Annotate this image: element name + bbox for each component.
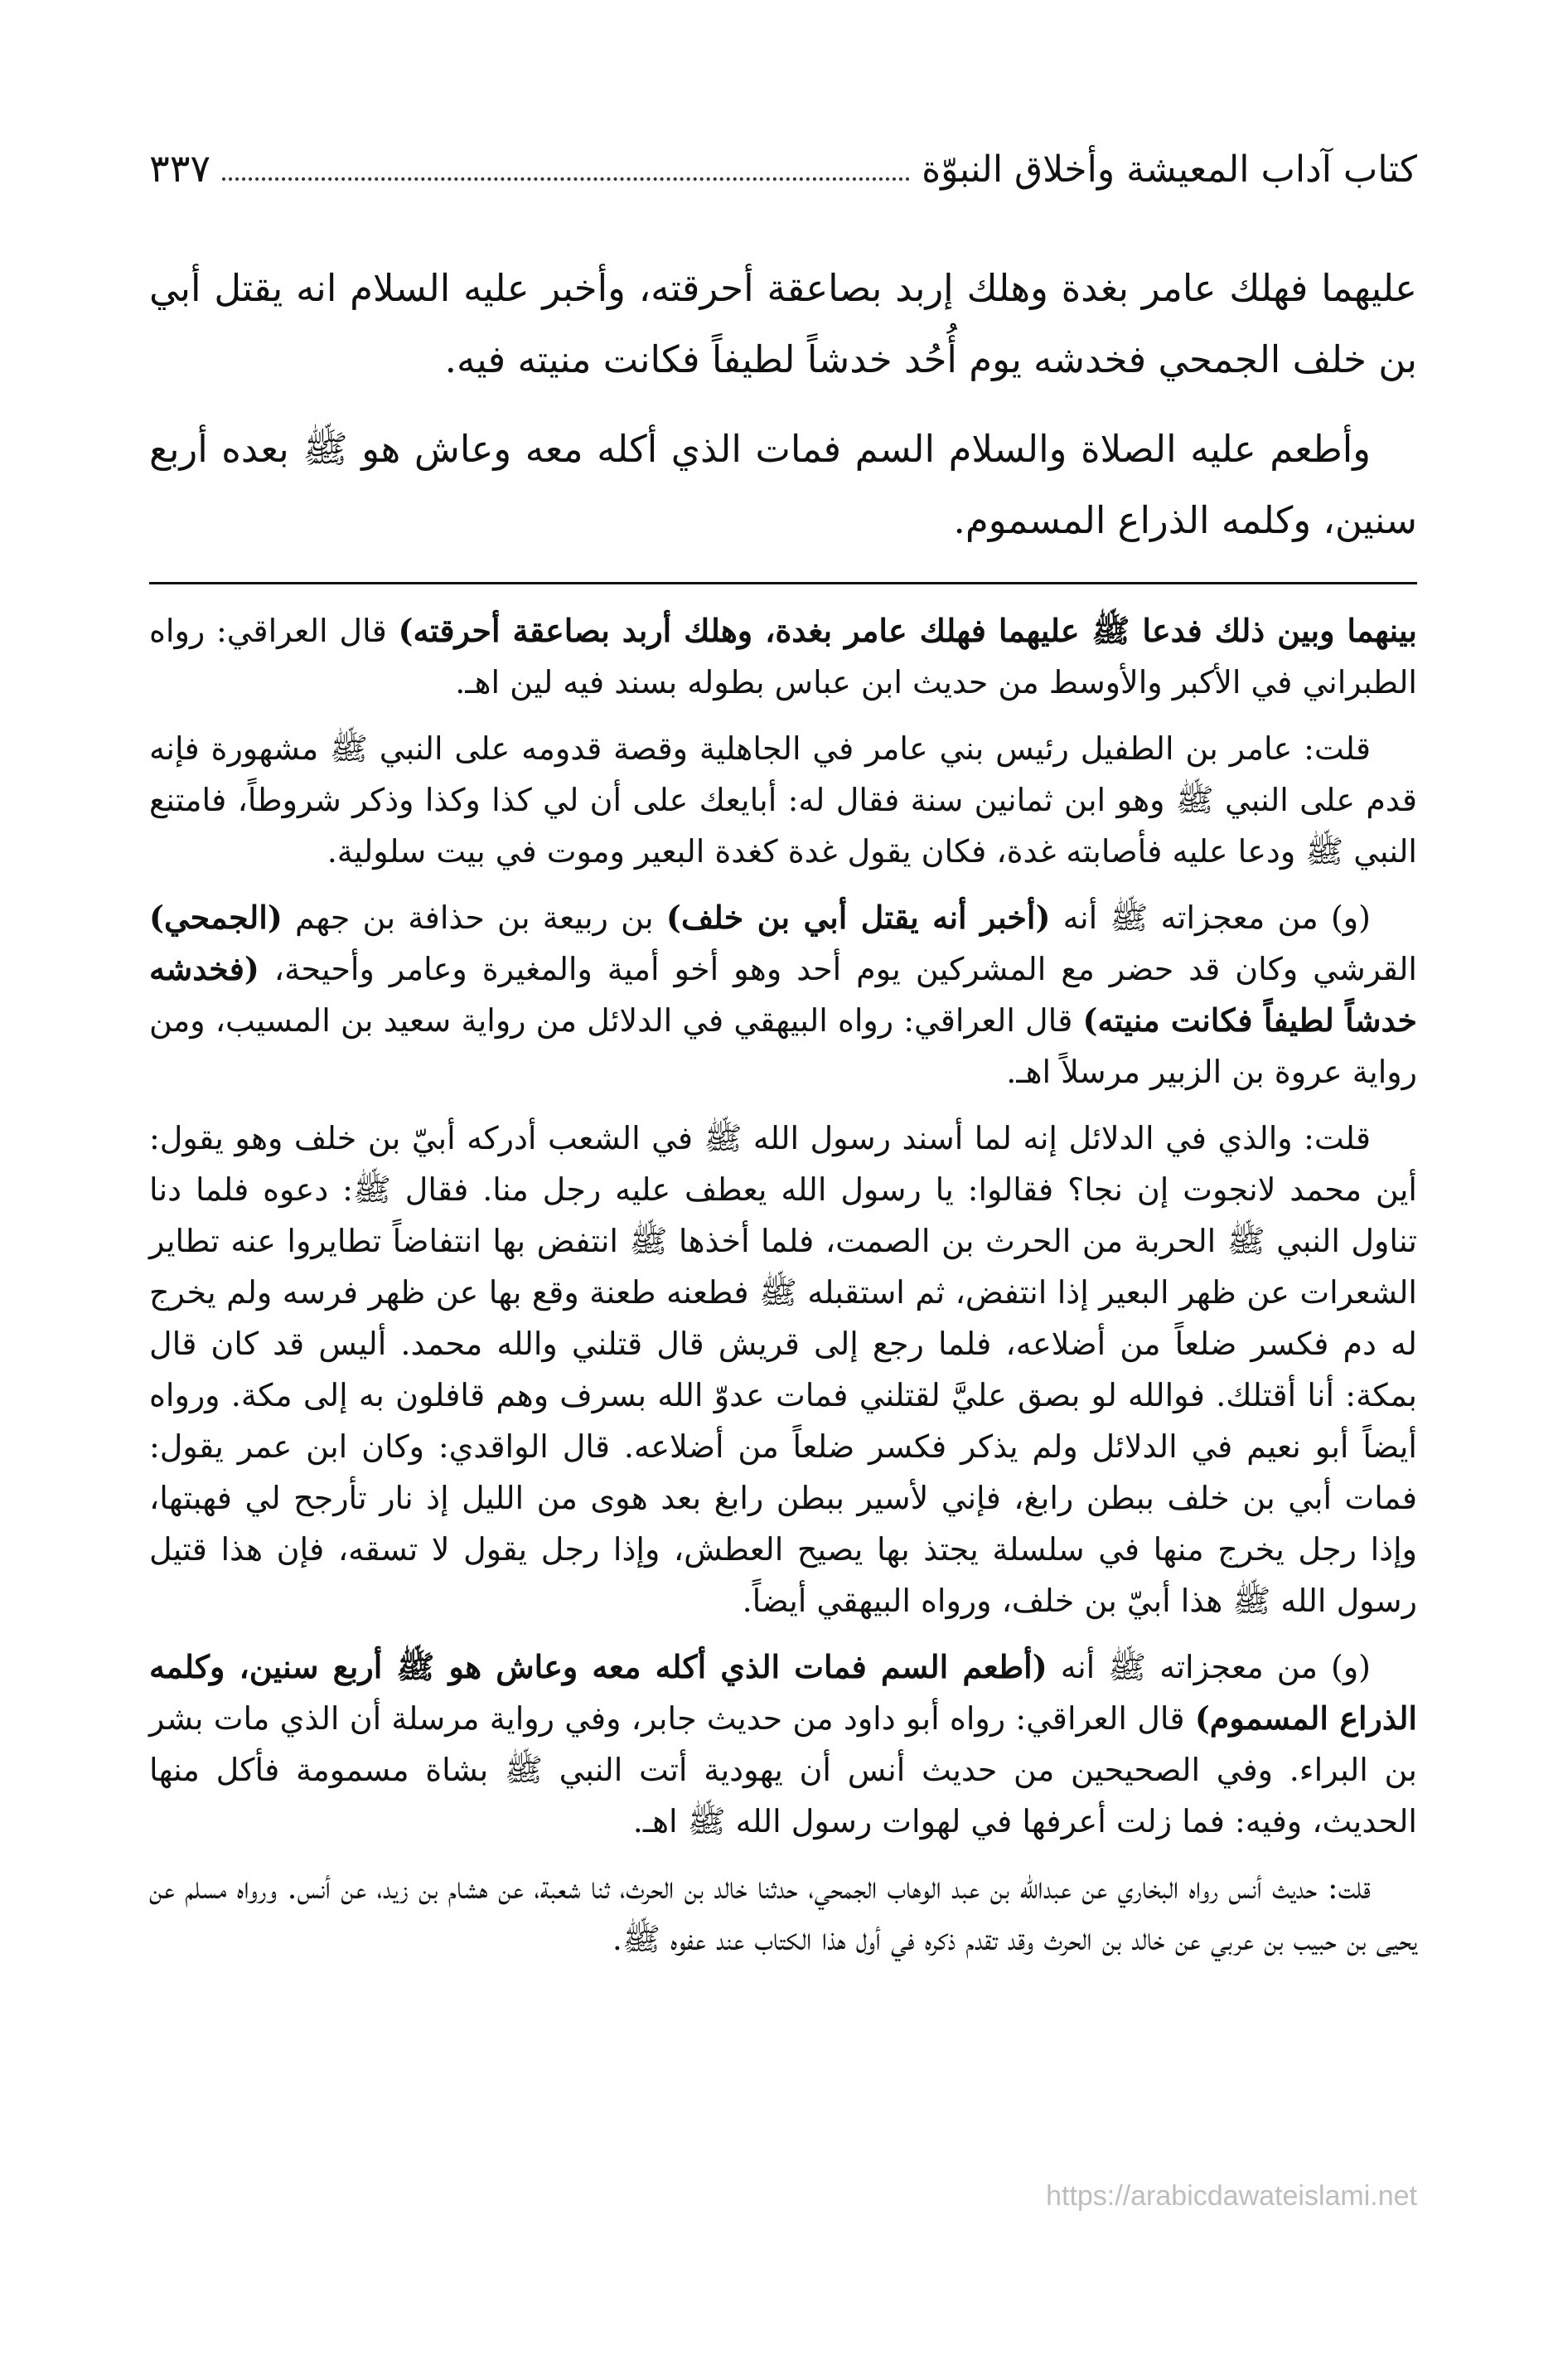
quoted-matn: (فخدشه خدشاً لطيفاً فكانت منيته): [149, 950, 1417, 1039]
page-number: ٣٣٧: [149, 146, 211, 191]
quoted-matn: (أخبر أنه يقتل أبي بن خلف): [665, 899, 1051, 936]
note-text: قال العراقي: رواه أبو داود من حديث جابر، وفي رواية مرسلة أن الذي مات بشر بن البراء. وفي الصحيحين من حديث أنس أن يهودية أتت النبي ﷺ بشاة مسمومة فأكل منها الحديث، وفيه: فما زلت أعرفها في لهوات رسول الله ﷺ اهـ.: [149, 1700, 1417, 1840]
footnote-divider: [149, 582, 1417, 584]
note-text: قال العراقي: رواه البيهقي في الدلائل من رواية سعيد بن المسيب، ومن رواية عروة بن الزبير مرسلاً اهـ.: [149, 1002, 1417, 1090]
note-text: (و) من معجزاته ﷺ أنه: [1050, 899, 1371, 936]
main-paragraph: وأطعم عليه الصلاة والسلام السم فمات الذي أكله معه وعاش هو ﷺ بعده أربع سنين، وكلمه الذراع المسموم.: [149, 427, 1417, 542]
note-paragraph: قلت: والذي في الدلائل إنه لما أسند رسول الله ﷺ في الشعب أدركه أبيّ بن خلف وهو يقول: أين محمد لانجوت إن نجا؟ فقالوا: يا رسول الله يعطف عليه رجل منا. فقال ﷺ: دعوه فلما دنا تناول النبي ﷺ الحربة من الحرث بن الصمت، فلما أخذها ﷺ انتفض بها انتفاضاً تطايروا عنه تطاير الشعرات عن ظهر البعير إذا انتفض، ثم استقبله ﷺ فطعنه طعنة وقع بها عن ظهر فرسه ولم يخرج له دم فكسر ضلعاً من أضلاعه، فلما رجع إلى قريش قال قتلني والله محمد. أليس قد كان قال بمكة: أنا أقتلك. فوالله لو بصق عليَّ لقتلني فمات عدوّ الله بسرف وهم قافلون به إلى مكة. ورواه أيضاً أبو نعيم في الدلائل ولم يذكر فكسر ضلعاً من أضلاعه. قال الواقدي: وكان ابن عمر يقول: فمات أبي بن خلف ببطن رابغ، فإني لأسير ببطن رابغ بعد هوى من الليل إذ نار تأرجح لي فهبتها، وإذا رجل يخرج منها في سلسلة يجتذ بها يصيح العطش، وإذا رجل يقول لا تسقه، فإن هذا قتيل رسول الله ﷺ هذا أبيّ بن خلف، ورواه البيهقي أيضاً.: [149, 1120, 1417, 1619]
running-header: [149, 133, 1417, 191]
note-text: القرشي وكان قد حضر مع المشركين يوم أحد وهو أخو أمية والمغيرة وعامر وأحيحة،: [259, 951, 1417, 987]
note-text: بن ربيعة بن حذافة بن جهم: [282, 899, 666, 936]
header-dot-leader: [222, 177, 910, 181]
note-paragraph: قلت: عامر بن الطفيل رئيس بني عامر في الجاهلية وقصة قدومه على النبي ﷺ مشهورة فإنه قدم على النبي ﷺ وهو ابن ثمانين سنة فقال له: أبايعك على أن لي كذا وكذا وذكر شروطاً، فامتنع النبي ﷺ ودعا عليه فأصابته غدة، فكان يقول غدة كغدة البعير وموت في بيت سلولية.: [149, 730, 1417, 870]
note-text: قال العراقي: رواه الطبراني في الأكبر والأوسط من حديث ابن عباس بطوله بسند فيه لين اهـ.: [149, 613, 1417, 700]
watermark-url: https://arabicdawateislami.net: [1046, 2180, 1417, 2212]
quoted-matn: (الجمحي): [149, 899, 283, 936]
note-paragraph: [149, 1641, 1417, 1847]
commentary-notes: [149, 605, 1417, 1980]
quoted-matn: (أطعم السم فمات الذي أكله معه وعاش هو ﷺ أربع سنين، وكلمه الذراع المسموم): [149, 1648, 1417, 1737]
quoted-matn: بينهما وبين ذلك فدعا ﷺ عليهما فهلك عامر بغدة، وهلك أربد بصاعقة أحرقته): [398, 612, 1417, 649]
book-title: كتاب آداب المعيشة وأخلاق النبوّة: [922, 148, 1417, 191]
main-text: [149, 253, 1417, 574]
note-paragraph: [149, 605, 1417, 708]
note-paragraph: [149, 892, 1417, 1098]
main-paragraph: عليهما فهلك عامر بغدة وهلك إربد بصاعقة أحرقته، وأخبر عليه السلام انه يقتل أبي بن خلف الجمحي فخدشه يوم أُحُد خدشاً لطيفاً فكانت منيته فيه.: [149, 266, 1417, 381]
note-paragraph: قلت: حديث أنس رواه البخاري عن عبدالله بن عبد الوهاب الجمحي، حدثنا خالد بن الحرث، ثنا شعبة، عن هشام بن زيد، عن أنس. ورواه مسلم عن يحيى بن حبيب بن عربي عن خالد بن الحرث وقد تقدم ذكره في أول هذا الكتاب عند عفوه ﷺ.: [149, 1869, 1417, 1957]
note-text: (و) من معجزاته ﷺ أنه: [1047, 1649, 1371, 1685]
